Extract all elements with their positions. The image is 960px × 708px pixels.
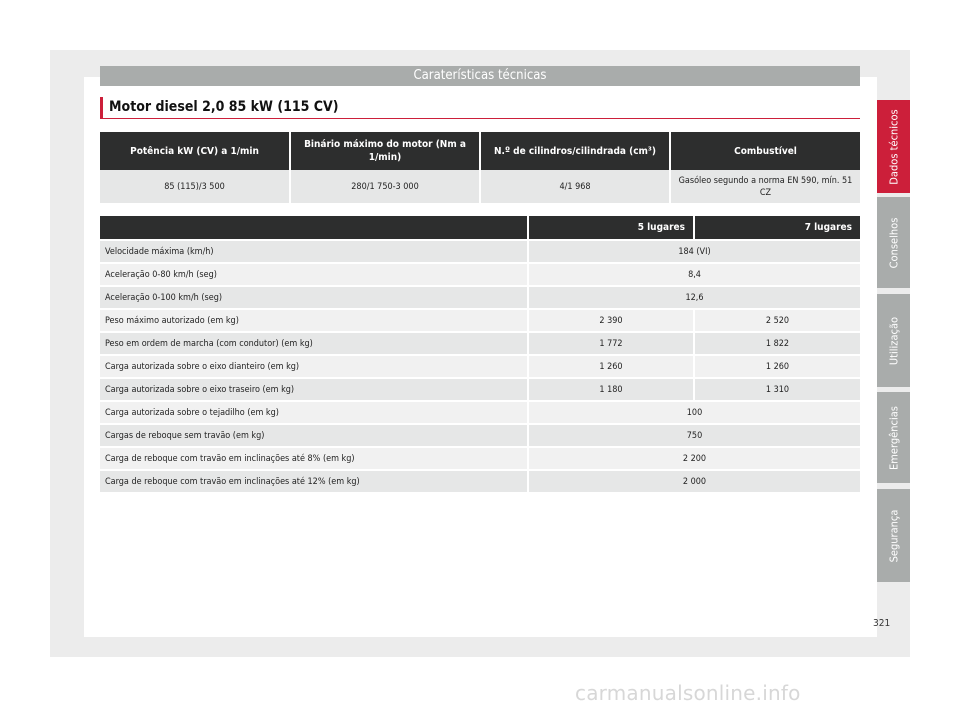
- table-row: [100, 470, 860, 492]
- row-label: Aceleração 0-100 km/h (seg): [100, 286, 528, 309]
- row-value-5-seats: 1 260: [528, 355, 694, 378]
- header-fuel: Combustível: [670, 132, 860, 170]
- side-tab-label: Utilização: [887, 316, 900, 365]
- section-title: Caraterísticas técnicas: [100, 66, 860, 86]
- row-value: 100: [528, 401, 860, 424]
- side-tab-utilizacao[interactable]: [877, 294, 910, 387]
- side-tab-conselhos[interactable]: [877, 197, 910, 288]
- value-torque: 280/1 750-3 000: [290, 170, 480, 203]
- header-torque: Binário máximo do motor (Nm a 1/min): [290, 132, 480, 170]
- row-value: 750: [528, 424, 860, 447]
- row-value: 2 200: [528, 447, 860, 470]
- row-value-7-seats: 1 822: [694, 332, 860, 355]
- engine-specs-row: [100, 170, 860, 203]
- row-value-7-seats: 1 260: [694, 355, 860, 378]
- table-row: [100, 332, 860, 355]
- table-row: [100, 424, 860, 447]
- table-row: [100, 286, 860, 309]
- header-5-seats: 5 lugares: [528, 216, 694, 240]
- row-value: 184 (VI): [528, 240, 860, 263]
- table-row: [100, 355, 860, 378]
- row-label: Carga autorizada sobre o eixo traseiro (em kg): [100, 378, 528, 401]
- row-value-7-seats: 1 310: [694, 378, 860, 401]
- row-label: Carga autorizada sobre o tejadilho (em kg): [100, 401, 528, 424]
- header-blank: [100, 216, 528, 240]
- row-label: Peso máximo autorizado (em kg): [100, 309, 528, 332]
- side-tab-emergencias[interactable]: [877, 392, 910, 483]
- row-value-5-seats: 1 772: [528, 332, 694, 355]
- performance-header-row: [100, 216, 860, 240]
- table-row: [100, 240, 860, 263]
- header-7-seats: 7 lugares: [694, 216, 860, 240]
- row-label: Aceleração 0-80 km/h (seg): [100, 263, 528, 286]
- row-label: Peso em ordem de marcha (com condutor) (em kg): [100, 332, 528, 355]
- row-value-5-seats: 1 180: [528, 378, 694, 401]
- value-cylinders: 4/1 968: [480, 170, 670, 203]
- row-value: 12,6: [528, 286, 860, 309]
- table-row: [100, 309, 860, 332]
- row-label: Velocidade máxima (km/h): [100, 240, 528, 263]
- value-fuel: Gasóleo segundo a norma EN 590, mín. 51 CZ: [670, 170, 860, 203]
- table-row: [100, 378, 860, 401]
- table-row: [100, 401, 860, 424]
- engine-specs-table: [100, 132, 860, 203]
- side-tab-label: Emergências: [887, 405, 900, 470]
- header-cylinders: N.º de cilindros/cilindrada (cm³): [480, 132, 670, 170]
- row-label: Cargas de reboque sem travão (em kg): [100, 424, 528, 447]
- row-label: Carga de reboque com travão em inclinações até 12% (em kg): [100, 470, 528, 492]
- side-tab-seguranca[interactable]: [877, 489, 910, 582]
- table-row: [100, 447, 860, 470]
- row-label: Carga autorizada sobre o eixo dianteiro (em kg): [100, 355, 528, 378]
- side-tab-dados-tecnicos[interactable]: [877, 100, 910, 193]
- performance-table: [100, 216, 860, 492]
- row-value-7-seats: 2 520: [694, 309, 860, 332]
- row-value: 8,4: [528, 263, 860, 286]
- side-tab-label: Conselhos: [887, 217, 900, 268]
- engine-specs-header-row: [100, 132, 860, 170]
- table-row: [100, 263, 860, 286]
- engine-heading: Motor diesel 2,0 85 kW (115 CV): [100, 97, 860, 119]
- header-power: Potência kW (CV) a 1/min: [100, 132, 290, 170]
- side-tab-label: Dados técnicos: [887, 108, 900, 185]
- row-value: 2 000: [528, 470, 860, 492]
- row-value-5-seats: 2 390: [528, 309, 694, 332]
- page-number: 321: [873, 618, 891, 629]
- value-power: 85 (115)/3 500: [100, 170, 290, 203]
- side-tab-label: Segurança: [887, 509, 900, 562]
- row-label: Carga de reboque com travão em inclinações até 8% (em kg): [100, 447, 528, 470]
- watermark: carmanualsonline.info: [575, 681, 801, 705]
